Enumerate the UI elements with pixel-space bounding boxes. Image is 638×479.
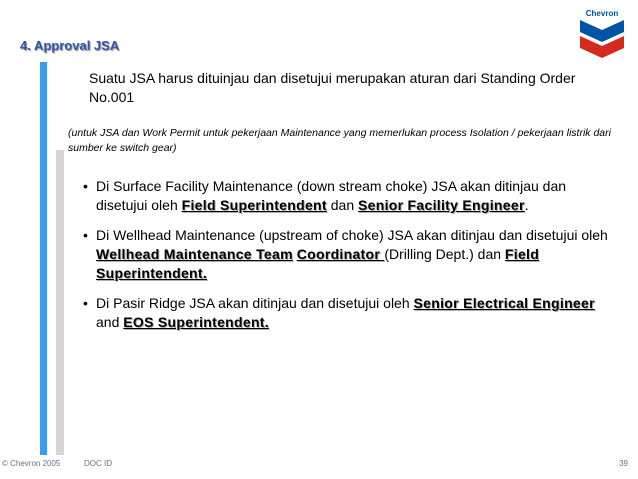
slide-title: 4. Approval JSA [20, 38, 120, 53]
footer-copyright: © Chevron 2005 [2, 459, 61, 468]
bullet-dot-icon: • [83, 227, 88, 243]
accent-bar [40, 62, 47, 455]
bullet-text: Di Surface Facility Maintenance (down stream choke) JSA akan ditinjau dan disetujui oleh [96, 178, 567, 213]
logo-chevron-top [580, 20, 624, 42]
bullet-text: . [524, 197, 529, 213]
logo-text: Chevron [585, 9, 619, 18]
intro-text: Suatu JSA harus dituinjau dan disetujui merupakan aturan dari Standing Order No.001 [89, 70, 576, 105]
footer-doc-id: DOC ID [84, 459, 112, 468]
highlight-role: Senior Facility Engineer [358, 197, 525, 213]
bullet-dot-icon: • [83, 295, 88, 311]
highlight-role: Field Superintendent [181, 197, 327, 213]
bullet-text: (Drilling Dept.) dan [384, 246, 505, 262]
note-text: (untuk JSA dan Work Permit untuk pekerjaan Maintenance yang memerlukan process Isolation / pekerjaan listrik dari sumber ke switch gear) [68, 127, 611, 154]
bullet-text: and [96, 314, 124, 330]
bullet-dot-icon: • [83, 178, 88, 194]
highlight-role: Wellhead Maintenance Team [96, 246, 293, 262]
bullet-list [80, 177, 610, 343]
highlight-role: Senior Electrical Engineer [413, 295, 595, 311]
bullet-item [80, 226, 610, 283]
gray-bar [56, 150, 64, 455]
bullet-item [80, 177, 610, 215]
highlight-role: Field Superintendent. [96, 246, 540, 281]
bullet-item [80, 294, 610, 332]
bullet-text: Di Wellhead Maintenance (upstream of choke) JSA akan ditinjau dan disetujui oleh [96, 227, 608, 243]
bullet-text: Di Pasir Ridge JSA akan ditinjau dan disetujui oleh [96, 295, 414, 311]
bullet-text: dan [326, 197, 358, 213]
highlight-role: Coordinator [296, 246, 385, 262]
chevron-logo [574, 8, 630, 58]
highlight-role: EOS Superintendent. [123, 314, 269, 330]
page-number: 39 [619, 459, 628, 468]
